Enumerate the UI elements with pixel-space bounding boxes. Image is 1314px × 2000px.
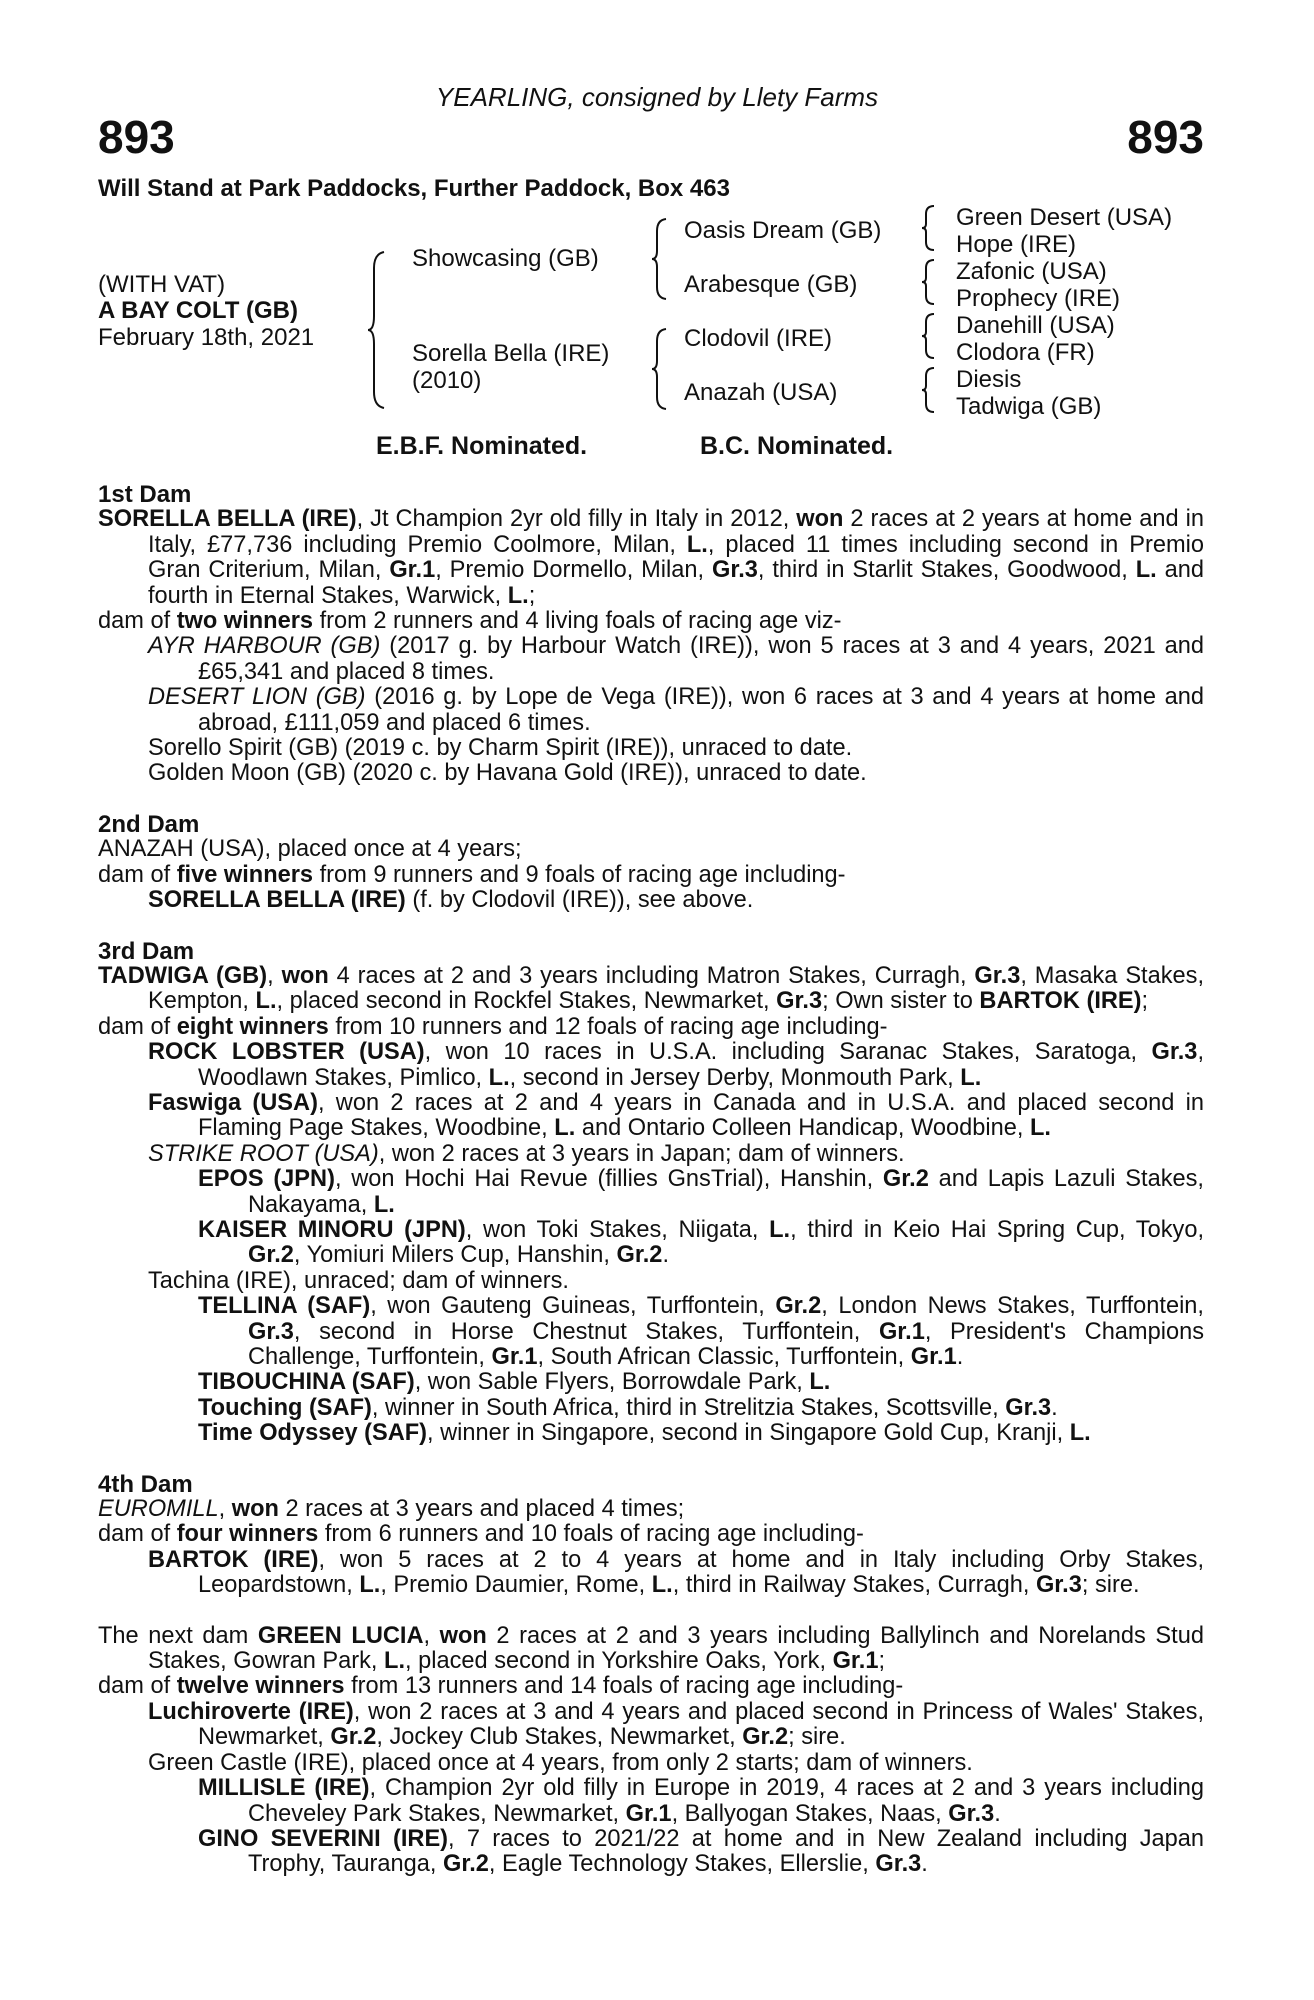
section-heading: 1st Dam <box>98 481 192 508</box>
produce-entry: DESERT LION (GB) (2016 g. by Lope de Vega (IRE)), won 6 races at 3 and 4 years at home and abroad, £111,059 and placed 6 times. <box>148 684 1204 736</box>
dam-record: dam of eight winners from 10 runners and 12 foals of racing age including- <box>98 1013 888 1040</box>
sire-dam: Arabesque (GB) <box>684 271 858 298</box>
produce-entry: AYR HARBOUR (GB) (2017 g. by Harbour Watch (IRE)), won 5 races at 3 and 4 years, 2021 and £65,341 and placed 8 times. <box>148 633 1204 685</box>
g4-ancestor: Zafonic (USA) <box>956 258 1107 285</box>
produce-entry: ROCK LOBSTER (USA), won 10 races in U.S.A. including Saranac Stakes, Saratoga, Gr.3, Woodlawn Stakes, Pimlico, L., second in Jersey Derby, Monmouth Park, L. <box>148 1039 1204 1091</box>
bc-nomination: B.C. Nominated. <box>700 432 894 460</box>
dam: Sorella Bella (IRE) <box>412 340 610 367</box>
produce-entry: Luchiroverte (IRE), won 2 races at 3 and 4 years and placed second in Princess of Wales' Stakes, Newmarket, Gr.2, Jockey Club Stakes, Newmarket, Gr.2; sire. <box>148 1698 1205 1751</box>
g4-brace-1 <box>920 204 938 252</box>
produce-entry: MILLISLE (IRE), Champion 2yr old filly in Europe in 2019, 4 races at 2 and 3 years including Cheveley Park Stakes, Newmarket, Gr.1, Ballyogan Stakes, Naas, Gr.3. <box>198 1775 1205 1827</box>
dam-entry: EUROMILL, won 2 races at 3 years and placed 4 times; <box>98 1496 685 1523</box>
horse-name: A BAY COLT (GB) <box>98 297 299 324</box>
produce-entry: Time Odyssey (SAF), winner in Singapore, second in Singapore Gold Cup, Kranji, L. <box>198 1420 1091 1447</box>
dam-entry: ANAZAH (USA), placed once at 4 years; <box>98 836 522 863</box>
produce-entry: BARTOK (IRE), won 5 races at 2 to 4 years at home and in Italy including Orby Stakes, Leopardstown, L., Premio Daumier, Rome, L., third in Railway Stakes, Curragh, Gr.3; sire. <box>148 1546 1205 1599</box>
produce-entry: Green Castle (IRE), placed once at 4 years, from only 2 starts; dam of winners. <box>148 1749 973 1776</box>
produce-entry: STRIKE ROOT (USA), won 2 races at 3 years in Japan; dam of winners. <box>148 1140 905 1167</box>
dam-entry: SORELLA BELLA (IRE), Jt Champion 2yr old filly in Italy in 2012, won 2 races at 2 years at home and in Italy, £77,736 including Premio Coolmore, Milan, L., placed 11 times including second in Premio Gran Criterium, Milan, Gr.1, Premio Dormello, Milan, Gr.3, third in Starlit Stakes, Goodwood, L. and fourth in Eternal Stakes, Warwick, L.; <box>98 506 1204 609</box>
g4-ancestor: Clodora (FR) <box>956 339 1095 366</box>
produce-entry: SORELLA BELLA (IRE) (f. by Clodovil (IRE)), see above. <box>148 887 754 914</box>
dam-year: (2010) <box>412 367 482 394</box>
vat-note: (WITH VAT) <box>98 271 226 298</box>
sire-sire: Oasis Dream (GB) <box>684 217 882 244</box>
produce-entry: TELLINA (SAF), won Gauteng Guineas, Turffontein, Gr.2, London News Stakes, Turffontein, Gr.3, second in Horse Chestnut Stakes, Turffontein, Gr.1, President's Champions Challenge, Turffontein, Gr.1, South African Classic, Turffontein, Gr.1. <box>198 1293 1204 1370</box>
sire-brace <box>650 217 670 301</box>
dam-sire: Clodovil (IRE) <box>684 325 833 352</box>
stand-location: Will Stand at Park Paddocks, Further Paddock, Box 463 <box>98 175 730 202</box>
catalogue-body <box>98 482 1204 1878</box>
produce-entry: Touching (SAF), winner in South Africa, third in Strelitzia Stakes, Scottsville, Gr.3. <box>198 1394 1058 1421</box>
g4-ancestor: Danehill (USA) <box>956 312 1115 339</box>
section-heading: 4th Dam <box>98 1470 193 1498</box>
g4-ancestor: Tadwiga (GB) <box>956 393 1102 420</box>
dam-brace <box>650 327 670 411</box>
produce-entry: GINO SEVERINI (IRE), 7 races to 2021/22 at home and in New Zealand including Japan Trophy, Tauranga, Gr.2, Eagle Technology Stakes, Ellerslie, Gr.3. <box>198 1825 1205 1878</box>
produce-entry: EPOS (JPN), won Hochi Hai Revue (fillies GnsTrial), Hanshin, Gr.2 and Lapis Lazuli Stakes, Nakayama, L. <box>198 1166 1204 1218</box>
dam-record: dam of two winners from 2 runners and 4 living foals of racing age viz- <box>98 608 842 635</box>
sire: Showcasing (GB) <box>412 245 599 272</box>
g4-brace-3 <box>920 312 938 360</box>
g4-ancestor: Green Desert (USA) <box>956 204 1173 231</box>
produce-entry: Sorello Spirit (GB) (2019 c. by Charm Spirit (IRE)), unraced to date. <box>148 735 853 762</box>
g4-brace-4 <box>920 366 938 414</box>
pedigree-brace <box>366 250 388 410</box>
lot-number-right: 893 <box>1127 111 1204 163</box>
consignor-line: YEARLING, consigned by Llety Farms <box>435 82 879 112</box>
produce-entry: TIBOUCHINA (SAF), won Sable Flyers, Borrowdale Park, L. <box>198 1369 831 1396</box>
dam-entry: The next dam GREEN LUCIA, won 2 races at 2 and 3 years including Ballylinch and Norelands Stud Stakes, Gowran Park, L., placed second in Yorkshire Oaks, York, Gr.1; <box>98 1622 1204 1675</box>
dam-record: dam of four winners from 6 runners and 10 foals of racing age including- <box>98 1521 864 1548</box>
produce-entry: Tachina (IRE), unraced; dam of winners. <box>148 1267 569 1294</box>
dam-dam: Anazah (USA) <box>684 379 838 406</box>
dam-entry: TADWIGA (GB), won 4 races at 2 and 3 years including Matron Stakes, Curragh, Gr.3, Masaka Stakes, Kempton, L., placed second in Rockfel Stakes, Newmarket, Gr.3; Own sister to BARTOK (IRE); <box>98 962 1204 1015</box>
produce-entry: Faswiga (USA), won 2 races at 2 and 4 years in Canada and in U.S.A. and placed second in Flaming Page Stakes, Woodbine, L. and Ontario Colleen Handicap, Woodbine, L. <box>148 1089 1204 1142</box>
dam-record: dam of five winners from 9 runners and 9 foals of racing age including- <box>98 861 846 888</box>
lot-number-left: 893 <box>98 111 175 163</box>
produce-entry: Golden Moon (GB) (2020 c. by Havana Gold (IRE)), unraced to date. <box>148 760 867 787</box>
foaling-date: February 18th, 2021 <box>98 324 315 351</box>
section-heading: 3rd Dam <box>98 937 195 965</box>
g4-brace-2 <box>920 258 938 306</box>
ebf-nomination: E.B.F. Nominated. <box>376 432 588 460</box>
g4-ancestor: Prophecy (IRE) <box>956 285 1121 312</box>
dam-record: dam of twelve winners from 13 runners and 14 foals of racing age including- <box>98 1673 904 1700</box>
g4-ancestor: Hope (IRE) <box>956 231 1077 258</box>
g4-ancestor: Diesis <box>956 366 1022 393</box>
section-heading: 2nd Dam <box>98 810 200 838</box>
produce-entry: KAISER MINORU (JPN), won Toki Stakes, Niigata, L., third in Keio Hai Spring Cup, Tokyo, Gr.2, Yomiuri Milers Cup, Hanshin, Gr.2. <box>198 1216 1204 1269</box>
